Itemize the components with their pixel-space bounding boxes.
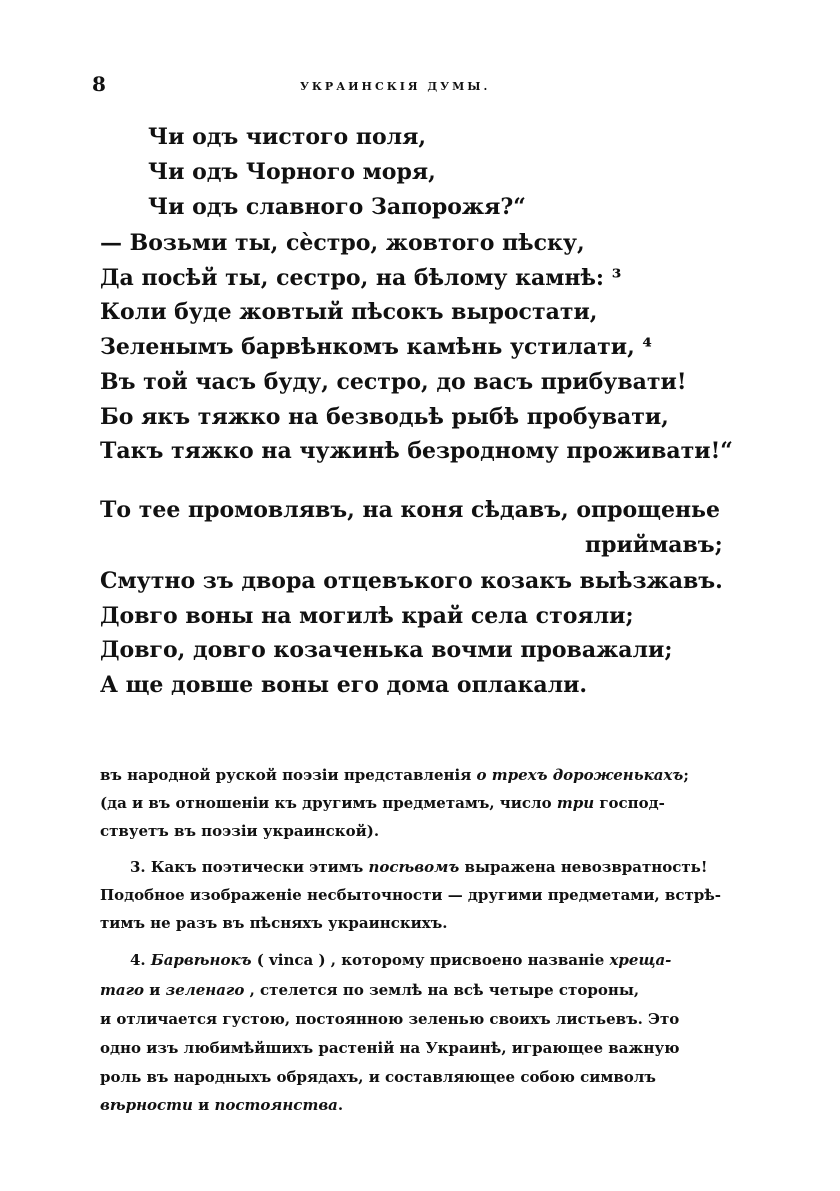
footnote-line: Подобное изображеніе несбыточности — другими предметами, встрѣ- bbox=[100, 886, 722, 904]
verse-line: Чи одъ славного Запорожя?“ bbox=[148, 194, 526, 220]
page-number: 8 bbox=[92, 72, 106, 96]
verse-line: приймавъ; bbox=[585, 532, 723, 558]
verse-line: Бо якъ тяжко на безвoдьѣ рыбѣ пробувати, bbox=[100, 404, 669, 430]
verse-line: Довго воны на могилѣ край села стояли; bbox=[100, 603, 634, 629]
verse-line: — Вoзьми ты, сѐстро, жовтого пѣску, bbox=[100, 230, 585, 256]
verse-line: Чи одъ Чорного моря, bbox=[148, 159, 436, 185]
footnote-line: ствуетъ въ поэзіи украинской). bbox=[100, 822, 380, 840]
verse-line: Да посѣй ты, сестро, на бѣлому камнѣ: ³ bbox=[100, 265, 622, 291]
verse-line: Такъ тяжко на чужинѣ безрoдному проживати!“ bbox=[100, 438, 733, 464]
footnote-line: вѣрности и постоянства. bbox=[100, 1096, 344, 1114]
verse-line: То тее промовлявъ, на коня сѣдавъ, опрощенье bbox=[100, 497, 720, 523]
verse-line: Въ той часъ буду, сестро, до васъ прибувати! bbox=[100, 369, 687, 395]
footnote-line: и отличается густою, постоянною зеленью своихъ листьевъ. Это bbox=[100, 1010, 680, 1028]
running-title: УКРАИНСКІЯ ДУМЫ. bbox=[300, 80, 491, 93]
footnote-line: 3. Какъ поэтически этимъ посѣвомъ выражена невозвратность! bbox=[130, 858, 708, 876]
footnote-line: 4. Барвѣнокъ ( vinca ) , которому присвоено названіе хреща- bbox=[130, 951, 672, 969]
verse-line: А ще довше воны его дома оплакали. bbox=[100, 672, 588, 698]
verse-line: Смутно зъ двора отцевъкого козакъ выѣзжавъ. bbox=[100, 568, 723, 594]
footnote-line: одно изъ любимѣйшихъ растеній на Украинѣ, играющее важную bbox=[100, 1039, 680, 1057]
verse-line: Зеленымъ барвѣнкомъ камѣнь устилати, ⁴ bbox=[100, 334, 653, 360]
verse-line: Довго, довго козаченька вoчми проважали; bbox=[100, 637, 673, 663]
footnote-line: въ народной руской поэзіи представленія о трехъ дороженькахъ; bbox=[100, 766, 689, 784]
footnote-line: таго и зеленаго , стелется по землѣ на всѣ четыре стороны, bbox=[100, 981, 640, 999]
verse-line: Коли буде жовтый пѣсокъ выростати, bbox=[100, 299, 598, 325]
footnote-line: роль въ народныхъ обрядахъ, и составляющее собою символъ bbox=[100, 1068, 656, 1086]
verse-line: Чи одъ чистого поля, bbox=[148, 124, 427, 150]
footnote-line: (да и въ отношеніи къ другимъ предметамъ, число три господ- bbox=[100, 794, 665, 812]
footnote-line: тимъ не разъ въ пѣсняхъ украинскихъ. bbox=[100, 914, 448, 932]
